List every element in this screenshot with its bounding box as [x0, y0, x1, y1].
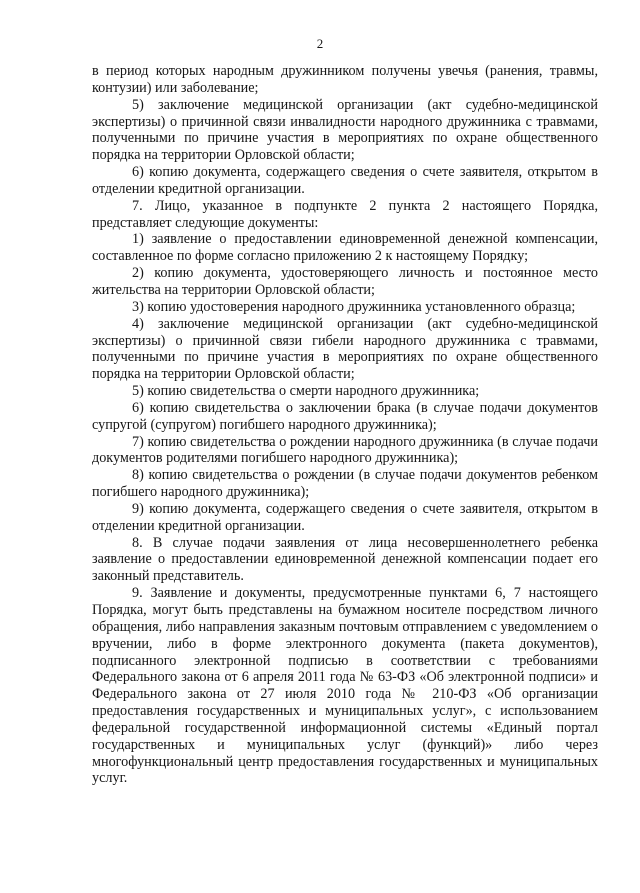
paragraph-item-2-identity: 2) копию документа, удостоверяющего личность и постоянное место жительства на территории Орловской области; — [92, 265, 598, 298]
paragraph-item-6-bank-account: 6) копию документа, содержащего сведения о счете заявителя, открытом в отделении кредитной организации. — [92, 164, 598, 197]
paragraph-section-8: 8. В случае подачи заявления от лица несовершеннолетнего ребенка заявление о предоставлении единовременной денежной компенсации подает его законный представитель. — [92, 534, 598, 585]
paragraph-item-5-medical-conclusion: 5) заключение медицинской организации (акт судебно-медицинской экспертизы) о причинной связи инвалидности народного дружинника с травмами, полученными по причине участия в мероприятиях по охране общественного порядка на территории Орловской области; — [92, 96, 598, 164]
paragraph-section-9: 9. Заявление и документы, предусмотренные пунктами 6, 7 настоящего Порядка, могут быть представлены на бумажном носителе посредством личного обращения, либо направления заказным почтовым отправлением с уведомлением о вручении, либо в форме электронного документа (пакета документов), подписанного электронной подписью в соответствии с требованиями Федерального закона от 6 апреля 2011 года № 63-ФЗ «Об электронной подписи» и Федерального закона от 27 июля 2010 года № 210-ФЗ «Об организации предоставления государственных и муниципальных услуг», с использованием федеральной государственной информационной системы «Единый портал государственных и муниципальных услуг (функций)» либо через многофункциональный центр предоставления государственных и муниципальных услуг. — [92, 585, 598, 787]
paragraph-section-7: 7. Лицо, указанное в подпункте 2 пункта 2 настоящего Порядка, представляет следующие документы: — [92, 197, 598, 231]
document-body — [92, 63, 598, 787]
paragraph-item-5-death-certificate: 5) копию свидетельства о смерти народного дружинника; — [132, 383, 480, 400]
paragraph-item-7-birth-certificate-parents: 7) копию свидетельства о рождении народного дружинника (в случае подачи документов родителями погибшего народного дружинника); — [92, 433, 598, 467]
paragraph-item-6-marriage-certificate: 6) копию свидетельства о заключении брака (в случае подачи документов супругой (супругом) погибшего народного дружинника); — [92, 399, 598, 433]
page-number: 2 — [316, 36, 324, 51]
paragraph-item-8-birth-certificate-child: 8) копию свидетельства о рождении (в случае подачи документов ребенком погибшего народного дружинника); — [92, 467, 598, 501]
paragraph-item-1-application: 1) заявление о предоставлении единовременной денежной компенсации, составленное по форме согласно приложению 2 к настоящему Порядку; — [92, 231, 598, 265]
paragraph-item-3-certificate: 3) копию удостоверения народного дружинника установленного образца; — [132, 298, 576, 315]
paragraph-continuation: в период которых народным дружинником получены увечья (ранения, травмы, контузии) или заболевание; — [92, 63, 598, 96]
paragraph-item-4-medical-conclusion: 4) заключение медицинской организации (акт судебно-медицинской экспертизы) о причинной связи гибели народного дружинника с травмами, полученными по причине участия в мероприятиях по охране общественного порядка на территории Орловской области; — [92, 315, 598, 383]
paragraph-item-9-bank-account: 9) копию документа, содержащего сведения о счете заявителя, открытом в отделении кредитной организации. — [92, 500, 598, 534]
